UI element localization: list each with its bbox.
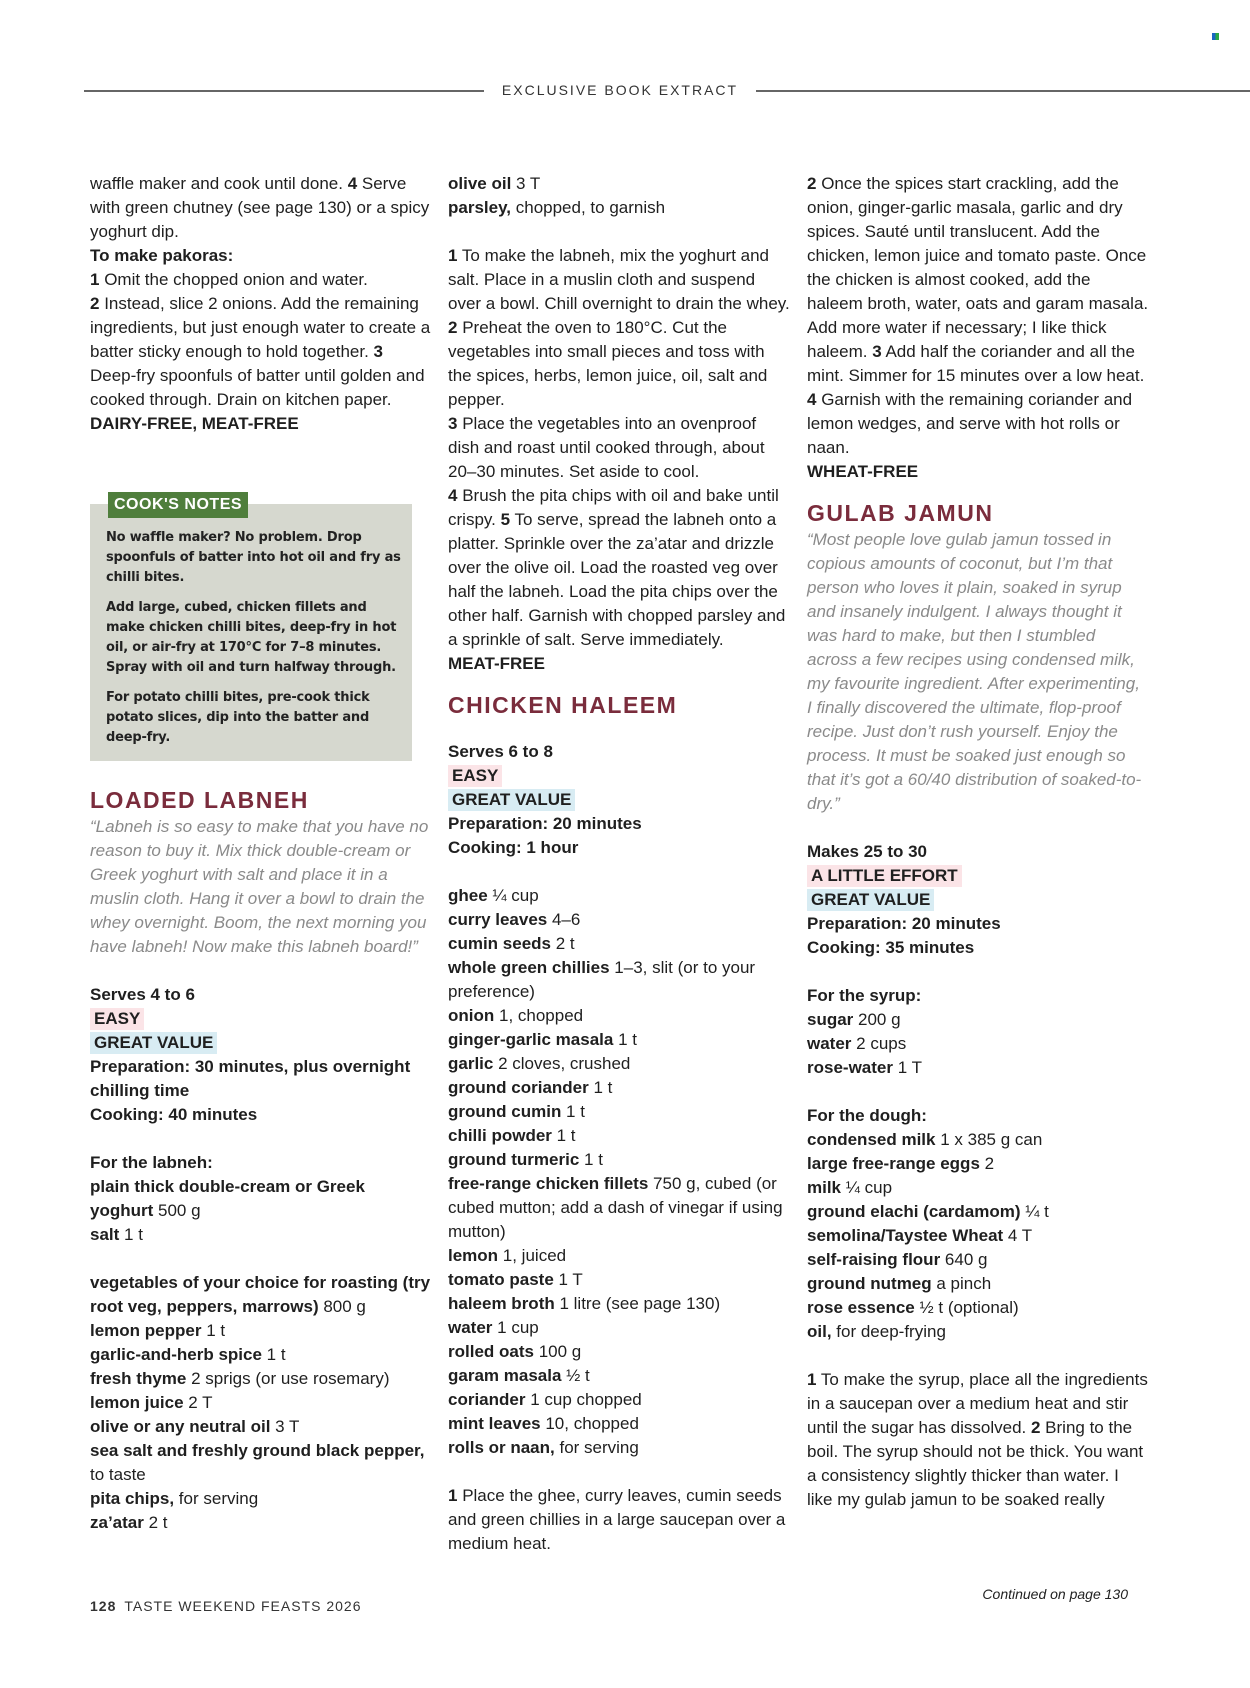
ingredient: garlic-and-herb spice 1 t: [90, 1345, 286, 1364]
ingredient: ground elachi (cardamom) ¼ t: [807, 1202, 1049, 1221]
labneh-difficulty-badge: EASY: [90, 1008, 144, 1030]
ingredient: sea salt and freshly ground black pepper, to taste: [90, 1441, 425, 1484]
gulab-prep: Preparation: 20 minutes: [807, 914, 1001, 933]
ingredient: water 2 cups: [807, 1034, 907, 1053]
ingredient: coriander 1 cup chopped: [448, 1390, 642, 1409]
ingredient: olive or any neutral oil 3 T: [90, 1417, 300, 1436]
haleem-method-2-4: 2 Once the spices start crackling, add the onion, ginger-garlic masala, garlic and dry spices. Sauté until translucent. Add the chicken, lemon juice and tomato paste. Once the chicken is almost cooked, add the haleem broth, water, oats and garam masala. Add more water if necessary; I like thick haleem. 3 Add half the coriander and all the mint. Simmer for 15 minutes over a low heat. 4 Garnish with the remaining coriander and lemon wedges, and serve with hot rolls or naan.: [807, 174, 1149, 457]
ingredient: ginger-garlic masala 1 t: [448, 1030, 637, 1049]
cooks-note: No waffle maker? No problem. Drop spoonfuls of batter into hot oil and fry as chilli bites.: [106, 530, 401, 585]
haleem-dietary: WHEAT-FREE: [807, 462, 919, 481]
continued-note: Continued on page 130: [982, 1586, 1128, 1602]
haleem-title: CHICKEN HALEEM: [448, 692, 678, 718]
labneh-method-4-5: 4 Brush the pita chips with oil and bake until crispy. 5 To serve, spread the labneh onto a platter. Sprinkle over the za’atar and drizzle over the olive oil. Load the roasted veg over half the labneh. Load the pita chips over the other half. Garnish with chopped parsley and a sprinkle of salt. Serve immediately.: [448, 486, 786, 649]
cooks-note: Add large, cubed, chicken fillets and make chicken chilli bites, deep-fry in hot oil, or air-fry at 170°C for 7–8 minutes. Spray with oil and turn halfway through.: [106, 600, 397, 675]
ingredient: fresh thyme 2 sprigs (or use rosemary): [90, 1369, 390, 1388]
ingredient: olive oil 3 T: [448, 174, 541, 193]
cooks-notes-box: [90, 496, 412, 761]
ingredient: large free-range eggs 2: [807, 1154, 995, 1173]
ingredient: ground cumin 1 t: [448, 1102, 585, 1121]
gulab-cook: Cooking: 35 minutes: [807, 938, 975, 957]
ingredient: milk ¼ cup: [807, 1178, 893, 1197]
haleem-serves: Serves 6 to 8: [448, 742, 553, 761]
labneh-method-1-2: 1 To make the labneh, mix the yoghurt and salt. Place in a muslin cloth and suspend over a bowl. Chill overnight to drain the whey. 2 Preheat the oven to 180°C. Cut the vegetables into small pieces and toss with the spices, herbs, lemon juice, oil, salt and pepper.: [448, 246, 790, 409]
publisher-mark: [1212, 33, 1219, 40]
cooks-note: For potato chilli bites, pre-cook thick potato slices, dip into the batter and deep-fry.: [106, 690, 370, 745]
ingredient: za’atar 2 t: [90, 1513, 168, 1532]
haleem-method-1: 1 Place the ghee, curry leaves, cumin seeds and green chillies in a large saucepan over a medium heat.: [448, 1486, 786, 1553]
column-2: [448, 172, 790, 1556]
gulab-makes: Makes 25 to 30: [807, 842, 928, 861]
column-3: [807, 172, 1149, 1512]
ingredient: oil, for deep-frying: [807, 1322, 946, 1341]
pakoras-heading: To make pakoras:: [90, 246, 234, 265]
labneh-cook: Cooking: 40 minutes: [90, 1105, 258, 1124]
ingredient: plain thick double-cream or Greek yoghurt 500 g: [90, 1177, 365, 1220]
ingredient: lemon pepper 1 t: [90, 1321, 226, 1340]
labneh-title: LOADED LABNEH: [90, 787, 309, 813]
ingredient: rolled oats 100 g: [448, 1342, 582, 1361]
labneh-prep: Preparation: 30 minutes, plus overnight chilling time: [90, 1057, 411, 1100]
gulab-value-badge: GREAT VALUE: [807, 889, 934, 911]
ingredient: lemon juice 2 T: [90, 1393, 213, 1412]
page-number: 128: [90, 1598, 117, 1614]
ingredient: rose-water 1 T: [807, 1058, 922, 1077]
ingredient: mint leaves 10, chopped: [448, 1414, 639, 1433]
ingredient: garlic 2 cloves, crushed: [448, 1054, 631, 1073]
header-rule-right: [756, 90, 1250, 92]
pakora-step-2-3: 2 Instead, slice 2 onions. Add the remaining ingredients, but just enough water to create a batter sticky enough to hold together. 3 Deep-fry spoonfuls of batter until golden and cooked through. Drain on kitchen paper.: [90, 294, 431, 409]
gulab-title: GULAB JAMUN: [807, 500, 994, 526]
column-1: [90, 172, 432, 1535]
gulab-difficulty-badge: A LITTLE EFFORT: [807, 865, 962, 887]
ingredient: rolls or naan, for serving: [448, 1438, 639, 1457]
labneh-value-badge: GREAT VALUE: [90, 1032, 217, 1054]
ingredient: tomato paste 1 T: [448, 1270, 583, 1289]
ingredient: sugar 200 g: [807, 1010, 901, 1029]
haleem-cook: Cooking: 1 hour: [448, 838, 579, 857]
header-rule-left: [84, 90, 484, 92]
pakora-dietary: DAIRY-FREE, MEAT-FREE: [90, 414, 299, 433]
ingredient: lemon 1, juiced: [448, 1246, 567, 1265]
ingredient: condensed milk 1 x 385 g can: [807, 1130, 1043, 1149]
ingredient: salt 1 t: [90, 1225, 143, 1244]
ingredient: cumin seeds 2 t: [448, 934, 575, 953]
haleem-value-badge: GREAT VALUE: [448, 789, 575, 811]
haleem-difficulty-badge: EASY: [448, 765, 502, 787]
ingredient: onion 1, chopped: [448, 1006, 584, 1025]
dough-heading: For the dough:: [807, 1106, 927, 1125]
pakora-step-1: 1 Omit the chopped onion and water.: [90, 270, 368, 289]
page-footer: [90, 1598, 362, 1614]
ingredient: semolina/Taystee Wheat 4 T: [807, 1226, 1033, 1245]
ingredient: self-raising flour 640 g: [807, 1250, 988, 1269]
ingredient: ground coriander 1 t: [448, 1078, 613, 1097]
cooks-notes-body: [106, 528, 404, 758]
publication-name: TASTE WEEKEND FEASTS 2026: [124, 1598, 362, 1614]
ingredient: curry leaves 4–6: [448, 910, 581, 929]
cooks-notes-label: COOK'S NOTES: [108, 492, 248, 518]
gulab-intro: “Most people love gulab jamun tossed in copious amounts of coconut, but I’m that person who loves it plain, soaked in syrup and insanely indulgent. I always thought it was hard to make, but then I stumbled across a few recipes using condensed milk, my favourite ingredient. After experimenting, I finally discovered the ultimate, flop-proof recipe. Just don’t rush yourself. Enjoy the process. It must be soaked just enough so that it’s got a 60/40 distribution of soaked-to-dry.”: [807, 530, 1142, 813]
syrup-heading: For the syrup:: [807, 986, 922, 1005]
ingredient: garam masala ½ t: [448, 1366, 590, 1385]
labneh-intro: “Labneh is so easy to make that you have no reason to buy it. Mix thick double-cream or Greek yoghurt with salt and place it in a muslin cloth. Hang it over a bowl to drain the whey overnight. Boom, the next morning you have labneh! Now make this labneh board!”: [90, 817, 429, 956]
ingredient: parsley, chopped, to garnish: [448, 198, 666, 217]
ingredient: ground nutmeg a pinch: [807, 1274, 992, 1293]
ingredient: chilli powder 1 t: [448, 1126, 576, 1145]
gulab-method-1-2: 1 To make the syrup, place all the ingredients in a saucepan over a medium heat and stir until the sugar has dissolved. 2 Bring to the boil. The syrup should not be thick. You want a consistency slightly thicker than water. I like my gulab jamun to be soaked really: [807, 1370, 1148, 1509]
ingredient: ground turmeric 1 t: [448, 1150, 603, 1169]
ingredient: free-range chicken fillets 750 g, cubed (or cubed mutton; add a dash of vinegar if using mutton): [448, 1174, 783, 1241]
ingredient: vegetables of your choice for roasting (try root veg, peppers, marrows) 800 g: [90, 1273, 431, 1316]
labneh-dietary: MEAT-FREE: [448, 654, 545, 673]
ingredient: haleem broth 1 litre (see page 130): [448, 1294, 721, 1313]
labneh-serves: Serves 4 to 6: [90, 985, 195, 1004]
ingredient: whole green chillies 1–3, slit (or to your preference): [448, 958, 756, 1001]
ingredient: water 1 cup: [448, 1318, 539, 1337]
ingredient: pita chips, for serving: [90, 1489, 259, 1508]
ingredient: ghee ¼ cup: [448, 886, 539, 905]
pakora-continuation: waffle maker and cook until done. 4 Serve with green chutney (see page 130) or a spicy yoghurt dip.: [90, 174, 430, 241]
haleem-prep: Preparation: 20 minutes: [448, 814, 642, 833]
labneh-ingredients-heading: For the labneh:: [90, 1153, 213, 1172]
ingredient: rose essence ½ t (optional): [807, 1298, 1019, 1317]
header-title: EXCLUSIVE BOOK EXTRACT: [501, 82, 739, 98]
labneh-method-3: 3 Place the vegetables into an ovenproof dish and roast until cooked through, about 20–30 minutes. Set aside to cool.: [448, 414, 765, 481]
